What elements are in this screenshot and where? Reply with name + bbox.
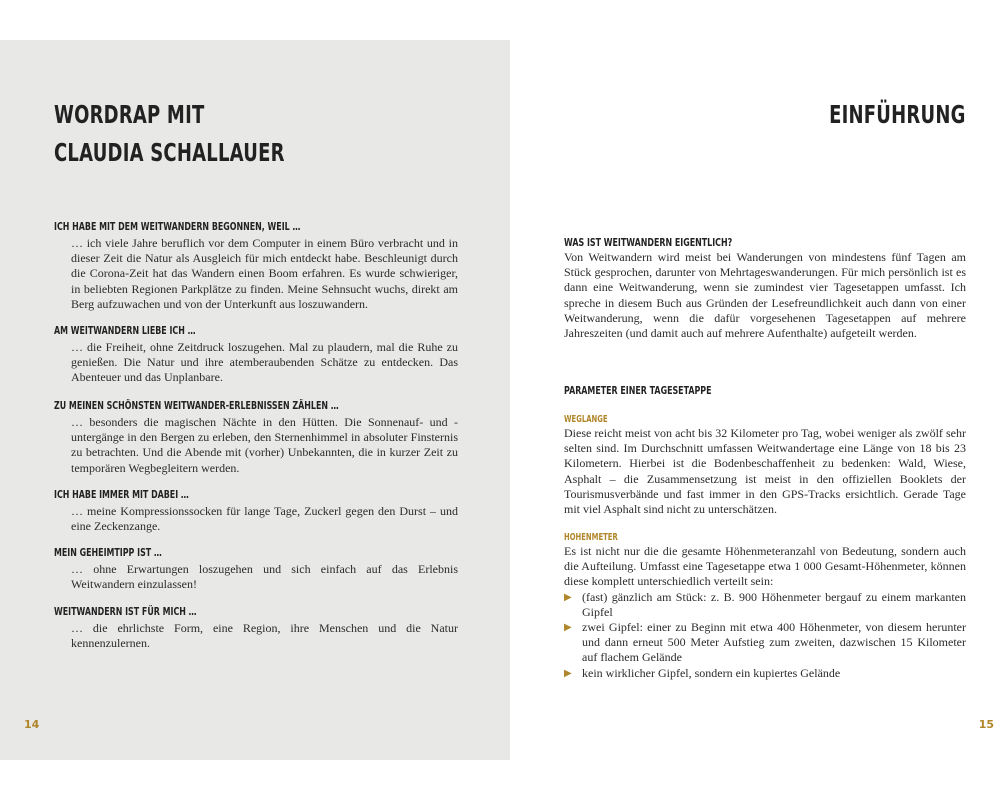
list-item-text: (fast) gänzlich am Stück: z. B. 900 Höhenmeter bergauf zu einem markanten Gipfel [582, 589, 966, 619]
wordrap-answer: … die Freiheit, ohne Zeitdruck loszugehen. Mal zu plaudern, mal die Ruhe zu genießen. Die Natur und ihre atemberaubenden Schätze zu entdecken. Das Abenteuer und das Unplanbare. [71, 340, 458, 385]
wordrap-item [54, 605, 458, 651]
wordrap-question: AM WEITWANDERN LIEBE ICH … [54, 324, 196, 337]
triangle-right-icon: ▶ [564, 622, 572, 634]
list-item-text: zwei Gipfel: einer zu Beginn mit etwa 400 Höhenmeter, von diesem herunter und dann erneut 500 Meter Aufstieg zum zweiten, dazwischen 15 Kilometer auf flachem Gelände [582, 620, 966, 665]
section-what-is-weitwandern [564, 236, 966, 341]
page-number-right: 15 [978, 718, 994, 731]
wordrap-item [54, 324, 458, 386]
subsection-body: Es ist nicht nur die die gesamte Höhenmeteranzahl von Bedeutung, sondern auch die Aufteilung. Umfasst eine Tagesetappe etwa 1 000 Gesamt-Höhenmeter, können diese komplett unterschiedlich verteilt sein: [564, 544, 966, 589]
left-title-line2: CLAUDIA SCHALLAUER [54, 138, 285, 167]
right-page-title: EINFÜHRUNG [829, 100, 966, 129]
page-number-left: 14 [24, 718, 40, 731]
wordrap-question: ICH HABE MIT DEM WEITWANDERN BEGONNEN, WEIL … [54, 220, 301, 233]
wordrap-question: WEITWANDERN IST FÜR MICH … [54, 605, 197, 618]
wordrap-question: ZU MEINEN SCHÖNSTEN WEITWANDER-ERLEBNISSEN ZÄHLEN … [54, 399, 339, 412]
triangle-right-icon: ▶ [564, 591, 572, 603]
wordrap-answer: … ich viele Jahre beruflich vor dem Computer in einem Büro verbracht und in dieser Zeit die Natur als Ausgleich für mich entdeckt habe. Beschleunigt durch die Corona-Zeit hat das Wandern einen Boom erfahren. Es wurde schwieriger, in beliebten Regionen Parkplätze zu finden. Meine Sehnsucht wuchs, direkt am Berg aufzuwachen und von der Unterkunft aus loszuwandern. [71, 236, 458, 311]
wordrap-item [54, 546, 458, 592]
hoehenmeter-list [564, 590, 966, 681]
wordrap-item [54, 220, 458, 312]
wordrap-answer: … die ehrlichste Form, eine Region, ihre Menschen und die Natur kennenzulernen. [71, 621, 458, 651]
wordrap-question: MEIN GEHEIMTIPP IST … [54, 546, 162, 559]
subsection-body: Diese reicht meist von acht bis 32 Kilometer pro Tag, wobei weniger als zwölf sehr selten sind. Im Durchschnitt umfassen Weitwandertage eine Länge von 18 bis 23 Kilometern. Hierbei ist die Bodenbeschaffenheit zu bedenken: Wald, Wiese, Asphalt – die Zusammensetzung ist meist in den offiziellen Booklets der Tourismusverbände und fast immer in den GPS-Tracks ersichtlich. Gerade Tage mit viel Asphalt sind nicht zu unterschätzen. [564, 426, 966, 517]
wordrap-answer: … ohne Erwartungen loszugehen und sich einfach auf das Erlebnis Weitwandern einzulassen! [71, 562, 458, 592]
list-item [564, 590, 966, 620]
triangle-right-icon: ▶ [564, 667, 572, 679]
section-heading: PARAMETER EINER TAGESETAPPE [564, 384, 712, 397]
subsection-heading: WEGLÄNGE [564, 414, 608, 425]
list-item [564, 666, 966, 681]
subsection-weglaenge [564, 414, 966, 517]
wordrap-item [54, 488, 458, 534]
wordrap-answer: … meine Kompressionssocken für lange Tage, Zuckerl gegen den Durst – und eine Zeckenzange. [71, 504, 458, 534]
section-heading: WAS IST WEITWANDERN EIGENTLICH? [564, 236, 733, 249]
list-item-text: kein wirklicher Gipfel, sondern ein kupiertes Gelände [582, 665, 841, 680]
wordrap-answer: … besonders die magischen Nächte in den Hütten. Die Sonnenauf- und -untergänge in den Bergen zu erleben, den Sternenhimmel in absoluter Finsternis zu betrachten. Und die Abende mit (vorher) Unbekannten, die in kurzer Zeit zu temporären Wegbegleitern werden. [71, 415, 458, 475]
wordrap-question: ICH HABE IMMER MIT DABEI … [54, 488, 189, 501]
list-item [564, 620, 966, 666]
section-body: Von Weitwandern wird meist bei Wanderungen von mindestens fünf Tagen am Stück gesprochen, darunter von Mehrtageswanderungen. Für mich persönlich ist es dann eine Weitwanderung, wenn sie zumindest vier Tagesetappen umfasst. Ich spreche in diesem Buch aus Gründen der Lesefreundlichkeit auch dann von einer Weitwanderung, wenn die dafür vorgesehenen Tagesetappen auf mehrere Jahreszeiten (und damit auch auf mehrere Aufenthalte) aufgeteilt werden. [564, 250, 966, 341]
subsection-heading: HÖHENMETER [564, 532, 618, 543]
wordrap-item [54, 399, 458, 476]
left-page-title [54, 96, 285, 172]
section-parameter [564, 384, 966, 398]
left-title-line1: WORDRAP MIT [54, 100, 205, 129]
subsection-hoehenmeter [564, 532, 966, 681]
